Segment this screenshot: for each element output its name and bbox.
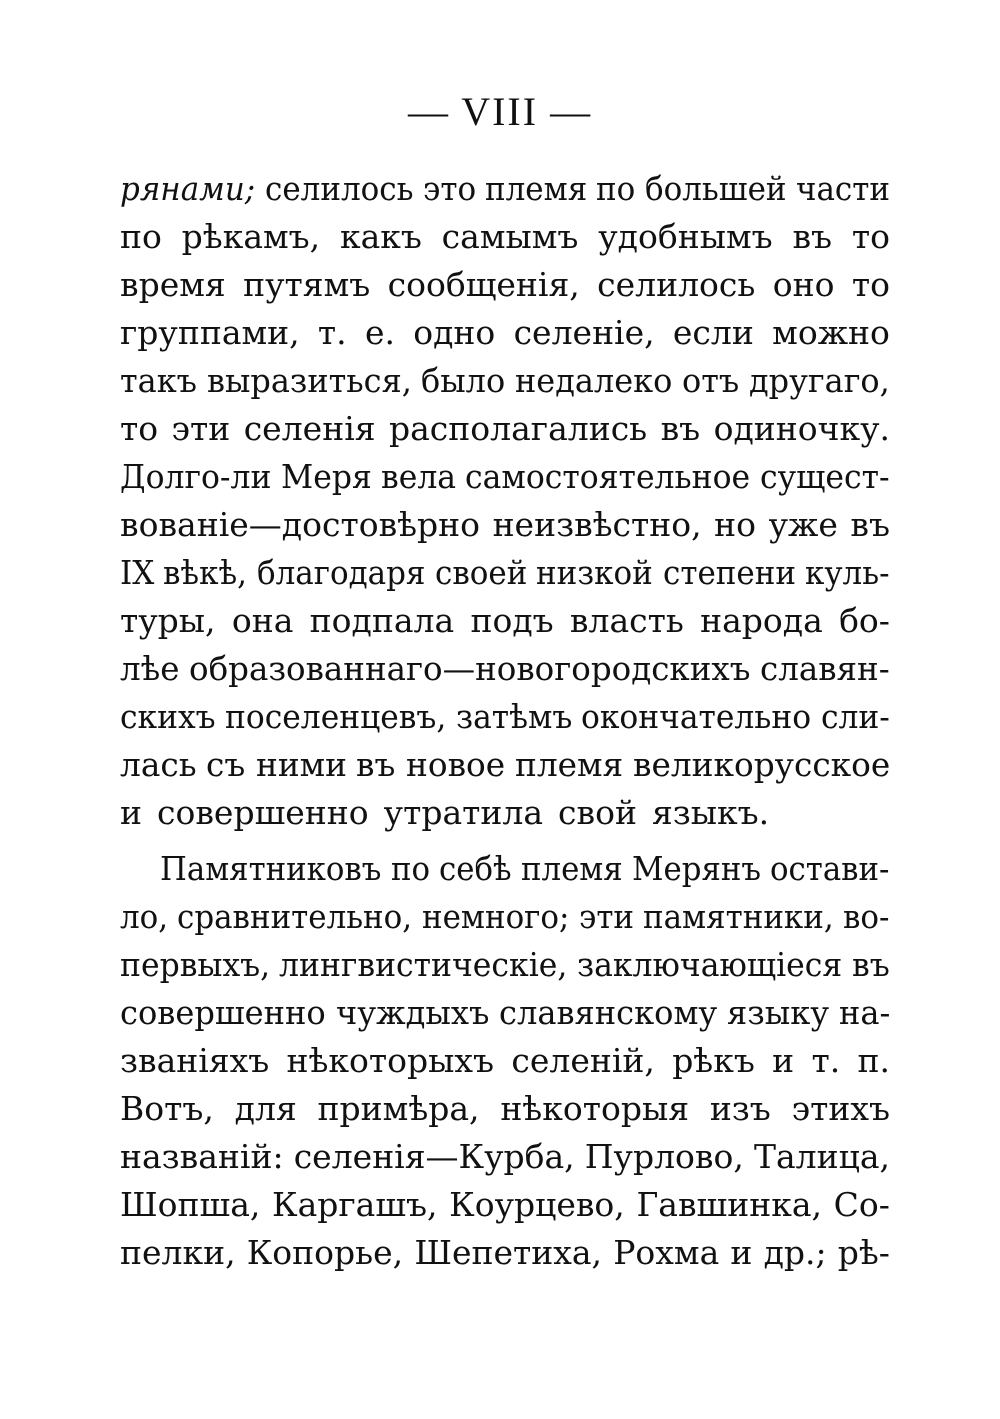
word: рѣкъ — [672, 1041, 755, 1080]
word: въ — [852, 945, 890, 984]
word: по — [391, 849, 431, 888]
word: но — [714, 505, 757, 544]
text-line — [120, 645, 890, 693]
word: п. — [857, 1041, 890, 1080]
word: лѣе — [120, 649, 180, 688]
word: нѣкоторыя — [500, 1089, 690, 1128]
text-line — [120, 549, 890, 597]
word: сообщенія, — [387, 265, 580, 304]
text-line — [120, 941, 890, 989]
word: удобнымъ — [598, 217, 773, 256]
word: нѣкоторыхъ — [286, 1041, 495, 1080]
text-line — [120, 1133, 890, 1181]
text-line — [120, 357, 890, 405]
word: племя — [514, 745, 623, 784]
word: Меря — [280, 457, 372, 496]
word: великорусское — [632, 745, 891, 784]
word: Мерянъ — [631, 849, 761, 888]
text-line — [120, 1229, 890, 1277]
text-line — [120, 597, 890, 645]
word: Со- — [833, 1185, 890, 1224]
word: другаго, — [748, 361, 890, 400]
word: въ — [792, 217, 833, 256]
word: сущест- — [760, 457, 890, 496]
word: примѣра, — [317, 1089, 480, 1128]
word: этихъ — [791, 1089, 890, 1128]
word: неизвѣстно, — [492, 505, 702, 544]
word: время — [120, 265, 226, 304]
word: Талица, — [753, 1137, 890, 1176]
word: и — [772, 1041, 795, 1080]
word: вѣкѣ, — [163, 553, 248, 592]
word: подпала — [309, 601, 455, 640]
word: свой — [558, 793, 637, 832]
word: такъ — [120, 361, 198, 400]
word: остави- — [769, 849, 890, 888]
word: во- — [843, 897, 890, 936]
word: лась — [120, 745, 197, 784]
word: Долго-ли — [120, 457, 272, 496]
word: уже — [768, 505, 838, 544]
word: вела — [380, 457, 456, 496]
word: заключающіеся — [577, 945, 843, 984]
word: и — [120, 793, 142, 832]
word: въ — [356, 745, 396, 784]
word: сли- — [820, 697, 890, 736]
word: ло, — [120, 897, 169, 936]
word: на- — [838, 993, 890, 1032]
word: большей — [644, 169, 787, 208]
text-line — [120, 165, 890, 213]
word: одно — [413, 313, 496, 352]
text-line — [120, 893, 890, 941]
word: селеніе, — [513, 313, 655, 352]
word: ними — [255, 745, 347, 784]
word: Коурцево, — [449, 1185, 625, 1224]
text-line — [120, 213, 890, 261]
word: образованнаго—новогородскихъ — [189, 649, 751, 688]
word: то — [851, 265, 890, 304]
word: можно — [772, 313, 890, 352]
text-line — [120, 989, 890, 1037]
word: власть — [569, 601, 684, 640]
text-line — [120, 741, 890, 789]
word: рянами; — [120, 169, 256, 208]
word: въ — [660, 409, 701, 448]
word: скихъ — [120, 697, 216, 736]
word: славянскому — [498, 993, 717, 1032]
word: изъ — [709, 1089, 771, 1128]
word: по — [596, 169, 636, 208]
word: себѣ — [439, 849, 512, 888]
word: то — [851, 217, 890, 256]
word: самымъ — [441, 217, 579, 256]
word: степени — [662, 553, 796, 592]
word: съ — [206, 745, 246, 784]
word: славян- — [760, 649, 890, 688]
word: одиночку. — [713, 409, 890, 448]
word: самостоятельное — [465, 457, 751, 496]
word: низкой — [536, 553, 654, 592]
word: сравнительно, — [177, 897, 413, 936]
word: названій: — [120, 1137, 284, 1176]
word: оно — [772, 265, 835, 304]
word: лингвистическіе, — [279, 945, 568, 984]
word: памятники, — [642, 897, 834, 936]
word: Шопша, — [120, 1185, 261, 1224]
text-line — [120, 789, 890, 837]
word: эти — [578, 897, 634, 936]
word: выразиться, — [206, 361, 412, 400]
word: совершенно — [120, 993, 326, 1032]
text-line — [120, 845, 890, 893]
word: окончательно — [581, 697, 812, 736]
word: благодаря — [256, 553, 426, 592]
word: селеній, — [511, 1041, 655, 1080]
word: IX — [120, 553, 155, 592]
word: Памятниковъ — [160, 849, 382, 888]
word: е. — [364, 313, 395, 352]
word: части — [795, 169, 890, 208]
word: затѣмъ — [455, 697, 572, 736]
word: чуждыхъ — [335, 993, 489, 1032]
word: отъ — [682, 361, 740, 400]
word: въ — [850, 505, 890, 544]
word: располагались — [389, 409, 648, 448]
word: совершенно — [157, 793, 369, 832]
word: группами, — [120, 313, 300, 352]
word: Пурлово, — [584, 1137, 744, 1176]
word: путямъ — [243, 265, 371, 304]
word: немного; — [422, 897, 570, 936]
word: селенія — [243, 409, 376, 448]
word: это — [422, 169, 476, 208]
word: селилось — [597, 265, 756, 304]
word: Гавшинка, — [636, 1185, 823, 1224]
word: первыхъ, — [120, 945, 271, 984]
word: туры, — [120, 601, 216, 640]
word: если — [672, 313, 754, 352]
word: и — [730, 1233, 753, 1272]
word: Рохма — [613, 1233, 720, 1272]
word: рѣкамъ, — [181, 217, 321, 256]
text-line — [120, 1037, 890, 1085]
word: т. — [811, 1041, 841, 1080]
word: народа — [700, 601, 823, 640]
word: вованіе—достовѣрно — [120, 505, 481, 544]
page-number: — VIII — — [407, 89, 593, 134]
word: своей — [434, 553, 528, 592]
word: племя — [520, 849, 623, 888]
text-line — [120, 453, 890, 501]
word: пелки, — [120, 1233, 236, 1272]
word: поселенцевъ, — [224, 697, 447, 736]
word: куль- — [804, 553, 890, 592]
text-line — [120, 501, 890, 549]
word: языку — [726, 993, 829, 1032]
word: подъ — [470, 601, 554, 640]
word: она — [231, 601, 294, 640]
text-line — [120, 309, 890, 357]
text-line — [120, 1181, 890, 1229]
word: новое — [405, 745, 505, 784]
word: какъ — [339, 217, 422, 256]
word: Шепетиха, — [414, 1233, 603, 1272]
word: Копорье, — [246, 1233, 404, 1272]
word: было — [421, 361, 506, 400]
word: селилось — [264, 169, 414, 208]
word: по — [120, 217, 162, 256]
word: Каргашъ, — [272, 1185, 438, 1224]
word: то — [120, 409, 159, 448]
text-line — [120, 693, 890, 741]
word: бо- — [839, 601, 890, 640]
word: языкъ. — [651, 793, 770, 832]
word: недалеко — [515, 361, 673, 400]
word: племя — [484, 169, 587, 208]
word: т. — [317, 313, 347, 352]
text-line — [120, 405, 890, 453]
word: для — [234, 1089, 297, 1128]
word: др.; — [763, 1233, 827, 1272]
body-text — [120, 165, 890, 1277]
word: званіяхъ — [120, 1041, 270, 1080]
word: Вотъ, — [120, 1089, 214, 1128]
word: селенія—Курба, — [293, 1137, 575, 1176]
text-line — [120, 1085, 890, 1133]
word: рѣ- — [837, 1233, 890, 1272]
text-line — [120, 261, 890, 309]
word: утратила — [383, 793, 544, 832]
word: эти — [171, 409, 231, 448]
